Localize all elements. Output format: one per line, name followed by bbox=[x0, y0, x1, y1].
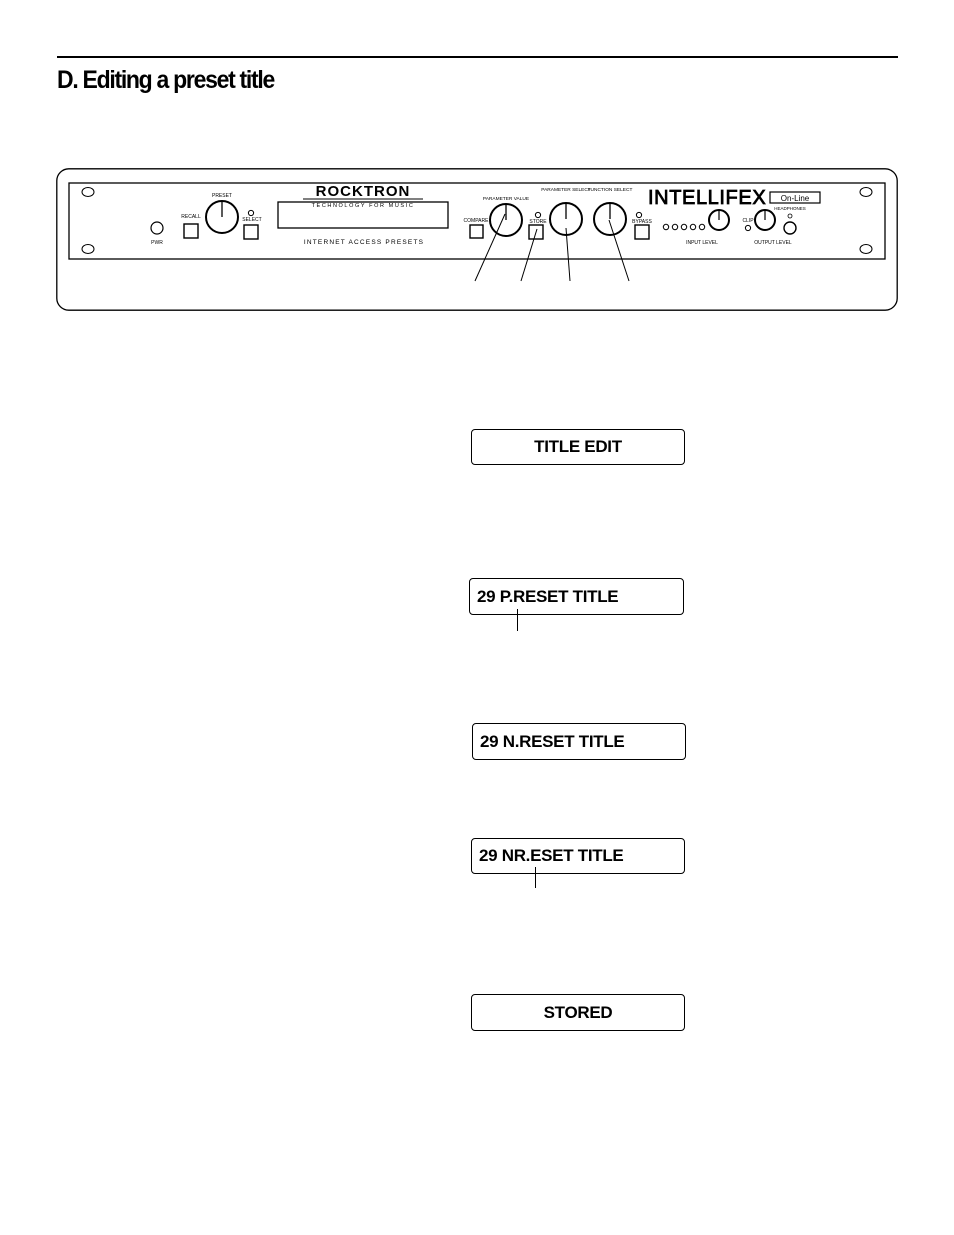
bypass-led bbox=[636, 212, 641, 217]
lcd-display-cursor-p: 29 P.RESET TITLE bbox=[469, 578, 684, 615]
select-led bbox=[248, 210, 253, 215]
power-switch bbox=[151, 222, 163, 234]
callout-line-parameter-select bbox=[566, 228, 570, 281]
compare-label: COMPARE bbox=[463, 218, 489, 224]
clip-label: CLIP bbox=[742, 218, 754, 224]
headphones-label: HEADPHONES bbox=[774, 206, 806, 211]
rack-hole-icon bbox=[82, 245, 94, 254]
section-heading: D. Editing a preset title bbox=[57, 66, 275, 94]
parameter-value-label: PARAMETER VALUE bbox=[482, 197, 530, 202]
brand-logo: ROCKTRON bbox=[315, 183, 411, 200]
lcd-display-title-edit: TITLE EDIT bbox=[471, 429, 685, 465]
lcd-display-stored: STORED bbox=[471, 994, 685, 1031]
lcd-display-cursor-n: 29 N.RESET TITLE bbox=[472, 723, 686, 760]
front-panel-illustration bbox=[56, 168, 898, 311]
rack-hole-icon bbox=[82, 188, 94, 197]
rack-hole-icon bbox=[860, 245, 872, 254]
callout-line-function-select bbox=[609, 220, 629, 281]
parameter-select-label: PARAMETER SELECT bbox=[541, 188, 591, 193]
recall-button bbox=[184, 224, 198, 238]
model-logo: INTELLIFEX bbox=[648, 187, 767, 209]
brand-tagline: TECHNOLOGY FOR MUSIC bbox=[311, 203, 415, 209]
preset-label: PRESET bbox=[211, 193, 233, 199]
meter-led bbox=[672, 224, 677, 229]
recall-label: RECALL bbox=[181, 214, 201, 220]
select-label: SELECT bbox=[242, 217, 262, 223]
pwr-label: PWR bbox=[151, 240, 163, 246]
store-led bbox=[535, 212, 540, 217]
output-level-label: OUTPUT LEVEL bbox=[754, 240, 792, 246]
compare-button bbox=[470, 225, 483, 238]
function-select-label: FUNCTION SELECT bbox=[587, 188, 633, 193]
clip-led bbox=[745, 225, 750, 230]
meter-led bbox=[681, 224, 686, 229]
select-button bbox=[244, 225, 258, 239]
cursor-marker bbox=[517, 609, 518, 631]
headphone-jack bbox=[784, 222, 796, 234]
panel-caption: INTERNET ACCESS PRESETS bbox=[303, 239, 425, 246]
headphones-led bbox=[788, 214, 792, 218]
meter-led bbox=[690, 224, 695, 229]
model-badge: On-Line bbox=[780, 194, 810, 203]
bypass-label: BYPASS bbox=[632, 219, 652, 225]
store-label: STORE bbox=[529, 219, 547, 225]
input-level-label: INPUT LEVEL bbox=[686, 240, 718, 246]
top-rule bbox=[57, 56, 898, 58]
cursor-marker bbox=[535, 867, 536, 888]
rack-hole-icon bbox=[860, 188, 872, 197]
bypass-button bbox=[635, 225, 649, 239]
meter-led bbox=[663, 224, 668, 229]
meter-led bbox=[699, 224, 704, 229]
lcd-display-cursor-r: 29 NR.ESET TITLE bbox=[471, 838, 685, 874]
